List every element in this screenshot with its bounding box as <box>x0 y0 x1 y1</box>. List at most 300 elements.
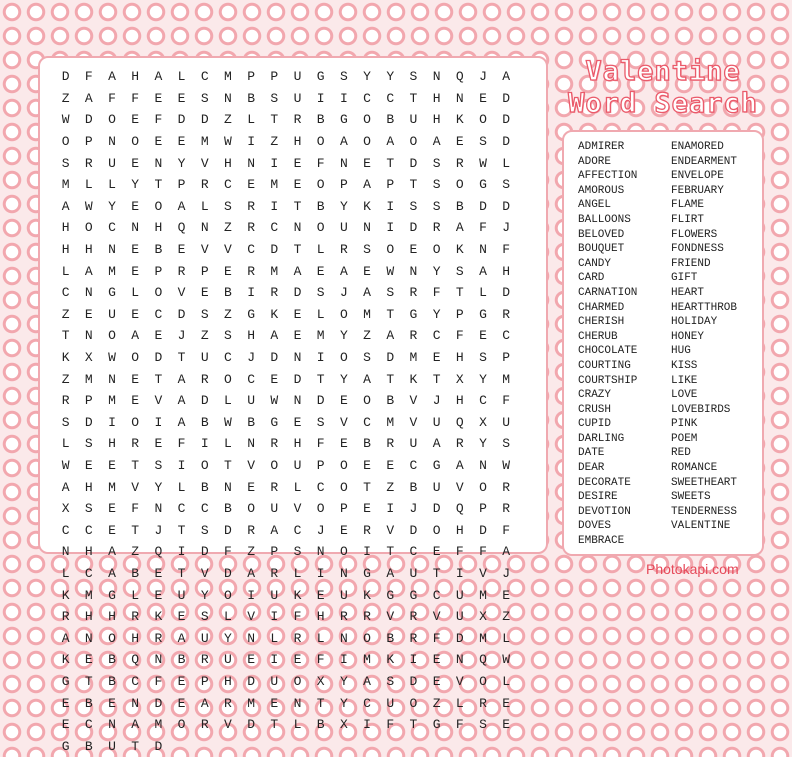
grid-cell[interactable]: T <box>293 198 302 214</box>
grid-cell[interactable]: Z <box>432 695 441 711</box>
grid-cell[interactable]: K <box>455 242 464 258</box>
grid-cell[interactable]: O <box>479 673 487 689</box>
grid-cell[interactable]: U <box>270 587 279 603</box>
grid-cell[interactable]: A <box>339 263 348 279</box>
grid-cell[interactable]: A <box>363 673 371 689</box>
grid-cell[interactable]: E <box>177 242 186 258</box>
grid-cell[interactable]: P <box>200 673 209 689</box>
grid-cell[interactable]: B <box>224 501 232 517</box>
grid-cell[interactable]: N <box>84 328 93 344</box>
grid-cell[interactable]: I <box>339 90 348 106</box>
grid-cell[interactable]: F <box>316 436 325 452</box>
grid-cell[interactable]: A <box>131 328 140 344</box>
grid-cell[interactable]: F <box>154 112 163 128</box>
grid-cell[interactable]: T <box>386 155 395 171</box>
grid-cell[interactable]: K <box>455 112 464 128</box>
grid-cell[interactable]: E <box>247 177 255 193</box>
grid-cell[interactable]: D <box>479 522 487 538</box>
grid-cell[interactable]: L <box>224 436 232 452</box>
grid-cell[interactable]: R <box>247 522 255 538</box>
grid-cell[interactable]: N <box>293 393 302 409</box>
grid-cell[interactable]: M <box>270 177 279 193</box>
grid-cell[interactable]: T <box>270 717 279 733</box>
grid-cell[interactable]: E <box>131 242 140 258</box>
grid-cell[interactable]: L <box>84 177 93 193</box>
grid-cell[interactable]: O <box>84 220 93 236</box>
grid-cell[interactable]: I <box>177 544 186 560</box>
grid-cell[interactable]: G <box>363 565 371 581</box>
grid-cell[interactable]: L <box>108 177 116 193</box>
grid-cell[interactable]: L <box>61 263 70 279</box>
grid-cell[interactable]: S <box>432 198 441 214</box>
grid-cell[interactable]: X <box>455 371 464 387</box>
grid-cell[interactable]: I <box>339 652 348 668</box>
grid-cell[interactable]: T <box>386 544 395 560</box>
grid-cell[interactable]: B <box>386 630 395 646</box>
grid-cell[interactable]: S <box>61 414 70 430</box>
grid-cell[interactable]: R <box>455 155 464 171</box>
grid-cell[interactable]: N <box>455 90 464 106</box>
grid-cell[interactable]: M <box>316 328 325 344</box>
grid-cell[interactable]: Z <box>363 328 371 344</box>
grid-cell[interactable]: E <box>84 652 93 668</box>
grid-cell[interactable]: N <box>432 69 441 85</box>
grid-cell[interactable]: L <box>61 436 70 452</box>
grid-cell[interactable]: R <box>177 263 186 279</box>
grid-cell[interactable]: O <box>479 112 487 128</box>
grid-cell[interactable]: I <box>363 544 371 560</box>
grid-cell[interactable]: U <box>409 112 418 128</box>
grid-cell[interactable]: D <box>154 695 163 711</box>
grid-cell[interactable]: O <box>316 134 325 150</box>
grid-cell[interactable]: O <box>432 242 441 258</box>
grid-cell[interactable]: V <box>409 414 418 430</box>
grid-cell[interactable]: T <box>224 457 232 473</box>
grid-cell[interactable]: R <box>200 371 209 387</box>
grid-cell[interactable]: A <box>339 134 348 150</box>
grid-cell[interactable]: E <box>293 177 302 193</box>
grid-cell[interactable]: E <box>479 90 487 106</box>
grid-cell[interactable]: W <box>61 457 70 473</box>
grid-cell[interactable]: A <box>177 198 186 214</box>
grid-cell[interactable]: B <box>409 479 418 495</box>
grid-cell[interactable]: F <box>108 90 116 106</box>
grid-cell[interactable]: D <box>154 738 163 754</box>
grid-cell[interactable]: V <box>386 522 395 538</box>
grid-cell[interactable]: B <box>131 565 140 581</box>
grid-cell[interactable]: N <box>293 220 302 236</box>
grid-cell[interactable]: J <box>409 501 418 517</box>
grid-cell[interactable]: F <box>131 501 140 517</box>
grid-cell[interactable]: O <box>316 220 325 236</box>
grid-cell[interactable]: O <box>363 134 371 150</box>
grid-cell[interactable]: D <box>316 393 325 409</box>
grid-cell[interactable]: N <box>84 285 93 301</box>
grid-cell[interactable]: L <box>316 306 325 322</box>
grid-cell[interactable]: T <box>316 371 325 387</box>
grid-cell[interactable]: C <box>432 328 441 344</box>
grid-cell[interactable]: W <box>270 393 279 409</box>
grid-cell[interactable]: O <box>339 306 348 322</box>
grid-cell[interactable]: V <box>154 393 163 409</box>
grid-cell[interactable]: L <box>247 112 255 128</box>
grid-cell[interactable]: I <box>270 652 279 668</box>
grid-cell[interactable]: D <box>502 90 511 106</box>
grid-cell[interactable]: V <box>200 242 209 258</box>
grid-cell[interactable]: B <box>386 112 395 128</box>
grid-cell[interactable]: K <box>409 371 418 387</box>
grid-cell[interactable]: I <box>316 90 325 106</box>
grid-cell[interactable]: A <box>177 414 186 430</box>
grid-cell[interactable]: I <box>270 198 279 214</box>
grid-cell[interactable]: E <box>131 155 140 171</box>
grid-cell[interactable]: N <box>224 479 232 495</box>
grid-cell[interactable]: A <box>502 544 511 560</box>
grid-cell[interactable]: C <box>409 457 418 473</box>
grid-cell[interactable]: W <box>502 652 511 668</box>
grid-cell[interactable]: N <box>293 695 302 711</box>
grid-cell[interactable]: V <box>455 673 464 689</box>
grid-cell[interactable]: E <box>177 609 186 625</box>
grid-cell[interactable]: V <box>200 565 209 581</box>
grid-cell[interactable]: T <box>316 695 325 711</box>
grid-cell[interactable]: Q <box>154 544 163 560</box>
grid-cell[interactable]: E <box>154 134 163 150</box>
grid-cell[interactable]: X <box>84 350 93 366</box>
grid-cell[interactable]: Z <box>224 306 232 322</box>
grid-cell[interactable]: H <box>432 112 441 128</box>
grid-cell[interactable]: L <box>479 285 487 301</box>
grid-cell[interactable]: D <box>270 350 279 366</box>
grid-cell[interactable]: R <box>409 285 418 301</box>
grid-cell[interactable]: B <box>386 393 395 409</box>
grid-cell[interactable]: V <box>455 479 464 495</box>
grid-cell[interactable]: E <box>293 155 302 171</box>
grid-cell[interactable]: U <box>455 609 464 625</box>
grid-cell[interactable]: L <box>502 630 511 646</box>
grid-cell[interactable]: N <box>61 544 70 560</box>
grid-cell[interactable]: Y <box>177 155 186 171</box>
grid-cell[interactable]: O <box>131 414 140 430</box>
grid-cell[interactable]: D <box>502 134 511 150</box>
grid-cell[interactable]: S <box>479 717 487 733</box>
grid-cell[interactable]: H <box>61 242 70 258</box>
grid-cell[interactable]: T <box>131 522 140 538</box>
grid-cell[interactable]: Y <box>339 198 348 214</box>
grid-cell[interactable]: B <box>200 414 209 430</box>
grid-cell[interactable]: N <box>363 220 371 236</box>
grid-cell[interactable]: H <box>455 393 464 409</box>
grid-cell[interactable]: C <box>177 501 186 517</box>
grid-cell[interactable]: O <box>224 371 232 387</box>
grid-cell[interactable]: I <box>247 134 255 150</box>
grid-cell[interactable]: M <box>479 630 487 646</box>
grid-cell[interactable]: E <box>270 695 279 711</box>
grid-cell[interactable]: G <box>108 285 116 301</box>
grid-cell[interactable]: L <box>224 393 232 409</box>
grid-cell[interactable]: S <box>502 177 511 193</box>
grid-cell[interactable]: A <box>455 457 464 473</box>
grid-cell[interactable]: E <box>270 371 279 387</box>
grid-cell[interactable]: R <box>363 609 371 625</box>
grid-cell[interactable]: S <box>316 285 325 301</box>
grid-cell[interactable]: G <box>247 306 255 322</box>
grid-cell[interactable]: Q <box>177 220 186 236</box>
grid-cell[interactable]: C <box>479 393 487 409</box>
grid-cell[interactable]: O <box>339 457 348 473</box>
grid-cell[interactable]: E <box>131 393 140 409</box>
grid-cell[interactable]: T <box>409 177 418 193</box>
grid-cell[interactable]: D <box>200 544 209 560</box>
grid-cell[interactable]: D <box>455 630 464 646</box>
grid-cell[interactable]: L <box>502 673 511 689</box>
grid-cell[interactable]: T <box>432 565 441 581</box>
grid-cell[interactable]: J <box>502 565 511 581</box>
grid-cell[interactable]: M <box>200 134 209 150</box>
grid-cell[interactable]: N <box>154 501 163 517</box>
grid-cell[interactable]: A <box>177 371 186 387</box>
grid-cell[interactable]: E <box>293 652 302 668</box>
grid-cell[interactable]: K <box>154 609 163 625</box>
grid-cell[interactable]: C <box>502 328 511 344</box>
grid-cell[interactable]: A <box>84 90 93 106</box>
grid-cell[interactable]: E <box>293 328 302 344</box>
grid-cell[interactable]: A <box>270 522 279 538</box>
grid-cell[interactable]: O <box>339 350 348 366</box>
grid-cell[interactable]: S <box>363 350 371 366</box>
grid-cell[interactable]: R <box>409 328 418 344</box>
grid-cell[interactable]: O <box>409 134 418 150</box>
grid-cell[interactable]: I <box>455 565 464 581</box>
grid-cell[interactable]: I <box>316 565 325 581</box>
grid-cell[interactable]: E <box>363 263 371 279</box>
grid-cell[interactable]: D <box>409 673 418 689</box>
grid-cell[interactable]: K <box>293 587 302 603</box>
grid-cell[interactable]: N <box>455 652 464 668</box>
grid-cell[interactable]: H <box>84 609 93 625</box>
grid-cell[interactable]: H <box>84 242 93 258</box>
grid-cell[interactable]: H <box>84 479 93 495</box>
grid-cell[interactable]: U <box>339 220 348 236</box>
grid-cell[interactable]: X <box>316 673 325 689</box>
grid-cell[interactable]: T <box>84 673 93 689</box>
grid-cell[interactable]: R <box>479 695 487 711</box>
grid-cell[interactable]: Z <box>61 306 70 322</box>
grid-cell[interactable]: C <box>293 522 302 538</box>
grid-cell[interactable]: G <box>432 717 441 733</box>
grid-cell[interactable]: S <box>200 90 209 106</box>
grid-cell[interactable]: R <box>200 717 209 733</box>
grid-cell[interactable]: A <box>363 371 371 387</box>
grid-cell[interactable]: Y <box>479 436 487 452</box>
grid-cell[interactable]: N <box>339 630 348 646</box>
grid-cell[interactable]: A <box>61 479 70 495</box>
grid-cell[interactable]: Y <box>432 306 441 322</box>
grid-cell[interactable]: M <box>108 263 116 279</box>
grid-cell[interactable]: A <box>363 177 371 193</box>
grid-cell[interactable]: I <box>316 350 325 366</box>
grid-cell[interactable]: N <box>154 652 163 668</box>
grid-cell[interactable]: Z <box>502 609 511 625</box>
grid-cell[interactable]: N <box>154 155 163 171</box>
grid-cell[interactable]: L <box>224 609 232 625</box>
grid-cell[interactable]: I <box>247 587 255 603</box>
grid-cell[interactable]: L <box>131 285 140 301</box>
grid-cell[interactable]: P <box>247 69 255 85</box>
grid-cell[interactable]: B <box>247 414 255 430</box>
grid-cell[interactable]: P <box>270 69 279 85</box>
grid-cell[interactable]: B <box>224 285 232 301</box>
grid-cell[interactable]: N <box>316 544 325 560</box>
grid-cell[interactable]: Z <box>224 220 232 236</box>
grid-cell[interactable]: D <box>502 198 511 214</box>
grid-cell[interactable]: S <box>409 69 418 85</box>
grid-cell[interactable]: U <box>339 587 348 603</box>
grid-cell[interactable]: V <box>432 609 441 625</box>
grid-cell[interactable]: E <box>177 134 186 150</box>
grid-cell[interactable]: R <box>84 155 93 171</box>
grid-cell[interactable]: F <box>502 522 511 538</box>
grid-cell[interactable]: I <box>270 609 279 625</box>
grid-cell[interactable]: V <box>247 609 255 625</box>
grid-cell[interactable]: I <box>386 198 395 214</box>
grid-cell[interactable]: U <box>293 457 302 473</box>
grid-cell[interactable]: R <box>247 263 255 279</box>
grid-cell[interactable]: E <box>339 522 348 538</box>
grid-cell[interactable]: S <box>154 457 163 473</box>
grid-cell[interactable]: O <box>455 177 464 193</box>
grid-cell[interactable]: G <box>479 306 487 322</box>
grid-cell[interactable]: X <box>61 501 70 517</box>
grid-cell[interactable]: G <box>61 673 70 689</box>
grid-cell[interactable]: L <box>293 717 302 733</box>
grid-cell[interactable]: V <box>339 414 348 430</box>
grid-cell[interactable]: D <box>409 522 418 538</box>
grid-cell[interactable]: Y <box>479 371 487 387</box>
grid-cell[interactable]: B <box>200 479 209 495</box>
grid-cell[interactable]: I <box>200 436 209 452</box>
grid-cell[interactable]: M <box>224 69 232 85</box>
grid-cell[interactable]: E <box>432 652 441 668</box>
grid-cell[interactable]: S <box>200 306 209 322</box>
grid-cell[interactable]: Z <box>61 90 70 106</box>
grid-cell[interactable]: N <box>293 350 302 366</box>
grid-cell[interactable]: A <box>479 263 487 279</box>
grid-cell[interactable]: U <box>108 738 116 754</box>
grid-cell[interactable]: A <box>108 544 116 560</box>
grid-cell[interactable]: J <box>247 350 255 366</box>
grid-cell[interactable]: H <box>108 609 116 625</box>
grid-cell[interactable]: C <box>247 371 255 387</box>
grid-cell[interactable]: A <box>502 69 511 85</box>
grid-cell[interactable]: B <box>363 436 371 452</box>
grid-cell[interactable]: F <box>224 544 232 560</box>
grid-cell[interactable]: R <box>502 306 511 322</box>
grid-cell[interactable]: E <box>61 717 70 733</box>
grid-cell[interactable]: G <box>270 414 279 430</box>
grid-cell[interactable]: D <box>479 198 487 214</box>
grid-cell[interactable]: N <box>131 220 140 236</box>
grid-cell[interactable]: R <box>270 436 279 452</box>
grid-cell[interactable]: N <box>339 565 348 581</box>
grid-cell[interactable]: A <box>108 565 116 581</box>
grid-cell[interactable]: I <box>154 414 163 430</box>
grid-cell[interactable]: Y <box>339 328 348 344</box>
grid-cell[interactable]: O <box>224 587 232 603</box>
grid-cell[interactable]: R <box>131 609 140 625</box>
grid-cell[interactable]: U <box>108 155 116 171</box>
grid-cell[interactable]: B <box>108 673 116 689</box>
grid-cell[interactable]: E <box>316 587 325 603</box>
grid-cell[interactable]: O <box>363 630 371 646</box>
grid-cell[interactable]: E <box>154 436 163 452</box>
grid-cell[interactable]: L <box>316 242 325 258</box>
grid-cell[interactable]: R <box>200 652 209 668</box>
grid-cell[interactable]: C <box>108 220 116 236</box>
grid-cell[interactable]: S <box>224 328 232 344</box>
grid-cell[interactable]: J <box>479 69 487 85</box>
grid-cell[interactable]: Z <box>61 371 70 387</box>
grid-cell[interactable]: W <box>479 155 487 171</box>
grid-cell[interactable]: P <box>502 350 511 366</box>
grid-cell[interactable]: L <box>316 630 325 646</box>
grid-cell[interactable]: E <box>432 544 441 560</box>
grid-cell[interactable]: S <box>84 501 93 517</box>
grid-cell[interactable]: Y <box>339 371 348 387</box>
grid-cell[interactable]: L <box>177 479 186 495</box>
grid-cell[interactable]: J <box>339 285 348 301</box>
grid-cell[interactable]: S <box>200 522 209 538</box>
grid-cell[interactable]: D <box>502 285 511 301</box>
grid-cell[interactable]: Q <box>455 414 464 430</box>
grid-cell[interactable]: P <box>339 177 348 193</box>
grid-cell[interactable]: V <box>293 501 302 517</box>
grid-cell[interactable]: Z <box>270 134 279 150</box>
grid-cell[interactable]: F <box>84 69 93 85</box>
grid-cell[interactable]: T <box>154 371 163 387</box>
grid-cell[interactable]: U <box>224 652 232 668</box>
grid-cell[interactable]: D <box>293 285 302 301</box>
grid-cell[interactable]: Y <box>154 479 163 495</box>
grid-cell[interactable]: N <box>131 695 140 711</box>
grid-cell[interactable]: U <box>502 414 511 430</box>
grid-cell[interactable]: E <box>502 717 511 733</box>
grid-cell[interactable]: Y <box>131 177 140 193</box>
grid-cell[interactable]: H <box>61 220 70 236</box>
grid-cell[interactable]: S <box>386 285 395 301</box>
grid-cell[interactable]: K <box>61 587 70 603</box>
grid-cell[interactable]: D <box>409 220 418 236</box>
grid-cell[interactable]: V <box>177 285 186 301</box>
grid-cell[interactable]: H <box>224 673 232 689</box>
grid-cell[interactable]: H <box>293 134 302 150</box>
grid-cell[interactable]: S <box>432 177 441 193</box>
grid-cell[interactable]: E <box>386 457 395 473</box>
grid-cell[interactable]: C <box>363 695 371 711</box>
grid-cell[interactable]: M <box>247 695 255 711</box>
grid-cell[interactable]: R <box>502 479 511 495</box>
grid-cell[interactable]: B <box>316 717 325 733</box>
grid-cell[interactable]: D <box>224 565 232 581</box>
grid-cell[interactable]: O <box>293 673 302 689</box>
grid-cell[interactable]: E <box>108 501 116 517</box>
grid-cell[interactable]: C <box>61 522 70 538</box>
grid-cell[interactable]: G <box>409 587 418 603</box>
grid-cell[interactable]: A <box>84 263 93 279</box>
grid-cell[interactable]: D <box>84 112 93 128</box>
grid-cell[interactable]: O <box>131 350 140 366</box>
grid-cell[interactable]: Q <box>455 69 464 85</box>
